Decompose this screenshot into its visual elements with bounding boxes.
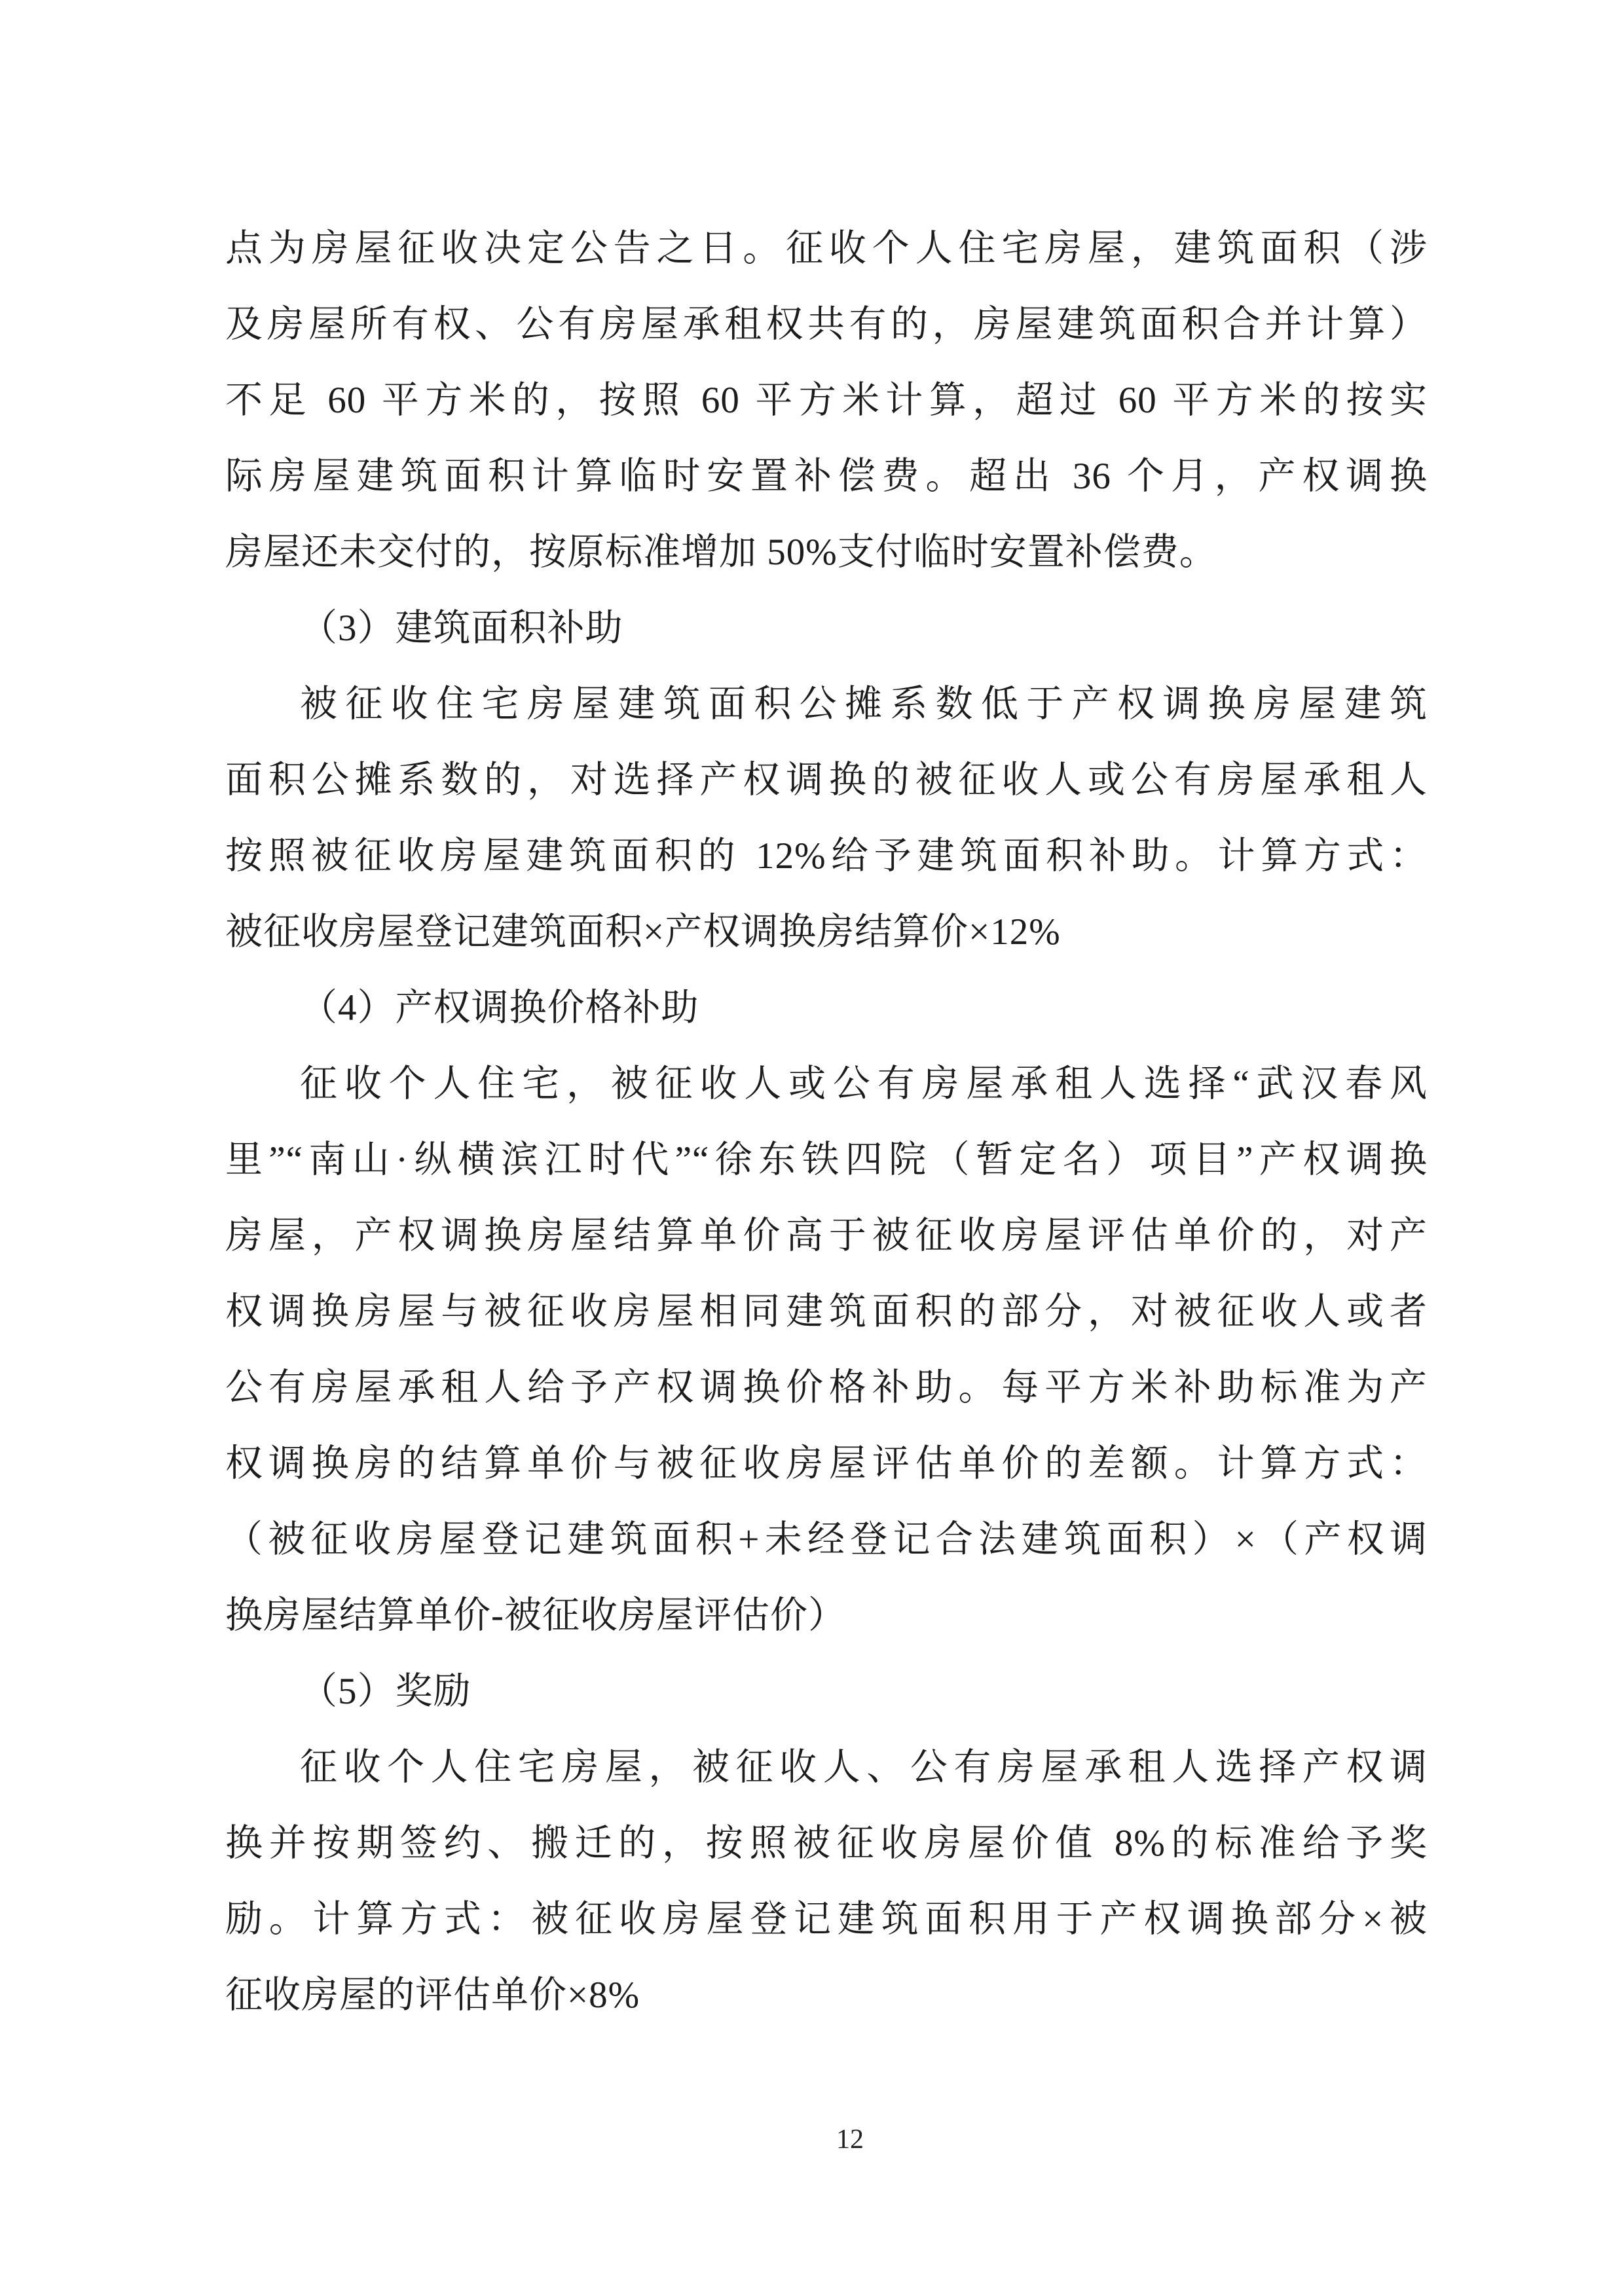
text-line: 换并按期签约、搬迁的，按照被征收房屋价值 8%的标准给予奖 [225,1823,1428,1864]
text-line: （5）奖励 [300,1671,471,1712]
text-line: 不足 60 平方米的，按照 60 平方米计算，超过 60 平方米的按实 [225,380,1428,421]
text-line: 按照被征收房屋建筑面积的 12%给予建筑面积补助。计算方式： [225,835,1428,877]
text-line: 里”“南山·纵横滨江时代”“徐东铁四院（暂定名）项目”产权调换 [225,1139,1428,1180]
text-line: 换房屋结算单价-被征收房屋评估价） [225,1595,846,1636]
text-line: 被征收房屋登记建筑面积×产权调换房结算价×12% [225,911,1061,953]
text-line: 征收个人住宅房屋，被征收人、公有房屋承租人选择产权调 [300,1747,1428,1788]
text-line: 励。计算方式：被征收房屋登记建筑面积用于产权调换部分×被 [225,1899,1428,1940]
text-line: 公有房屋承租人给予产权调换价格补助。每平方米补助标准为产 [225,1367,1428,1408]
text-line: 面积公摊系数的，对选择产权调换的被征收人或公有房屋承租人 [225,759,1428,801]
text-line: （3）建筑面积补助 [300,608,623,649]
text-line: 权调换房的结算单价与被征收房屋评估单价的差额。计算方式： [225,1443,1428,1484]
text-line: 点为房屋征收决定公告之日。征收个人住宅房屋，建筑面积（涉 [225,228,1428,269]
text-line: 际房屋建筑面积计算临时安置补偿费。超出 36 个月，产权调换 [225,456,1428,497]
text-line: （被征收房屋登记建筑面积+未经登记合法建筑面积）×（产权调 [225,1519,1428,1560]
text-line: （4）产权调换价格补助 [300,987,699,1029]
page-number: 12 [836,2124,864,2155]
text-line: 房屋，产权调换房屋结算单价高于被征收房屋评估单价的，对产 [225,1215,1428,1256]
text-line: 征收房屋的评估单价×8% [225,1975,640,2016]
text-line: 被征收住宅房屋建筑面积公摊系数低于产权调换房屋建筑 [300,683,1428,725]
text-line: 权调换房屋与被征收房屋相同建筑面积的部分，对被征收人或者 [225,1291,1428,1332]
text-line: 征收个人住宅，被征收人或公有房屋承租人选择“武汉春风 [300,1063,1428,1104]
document-text-block [225,211,1428,2033]
text-line: 及房屋所有权、公有房屋承租权共有的，房屋建筑面积合并计算） [225,304,1428,345]
text-line: 房屋还未交付的，按原标准增加 50%支付临时安置补偿费。 [225,532,1217,573]
